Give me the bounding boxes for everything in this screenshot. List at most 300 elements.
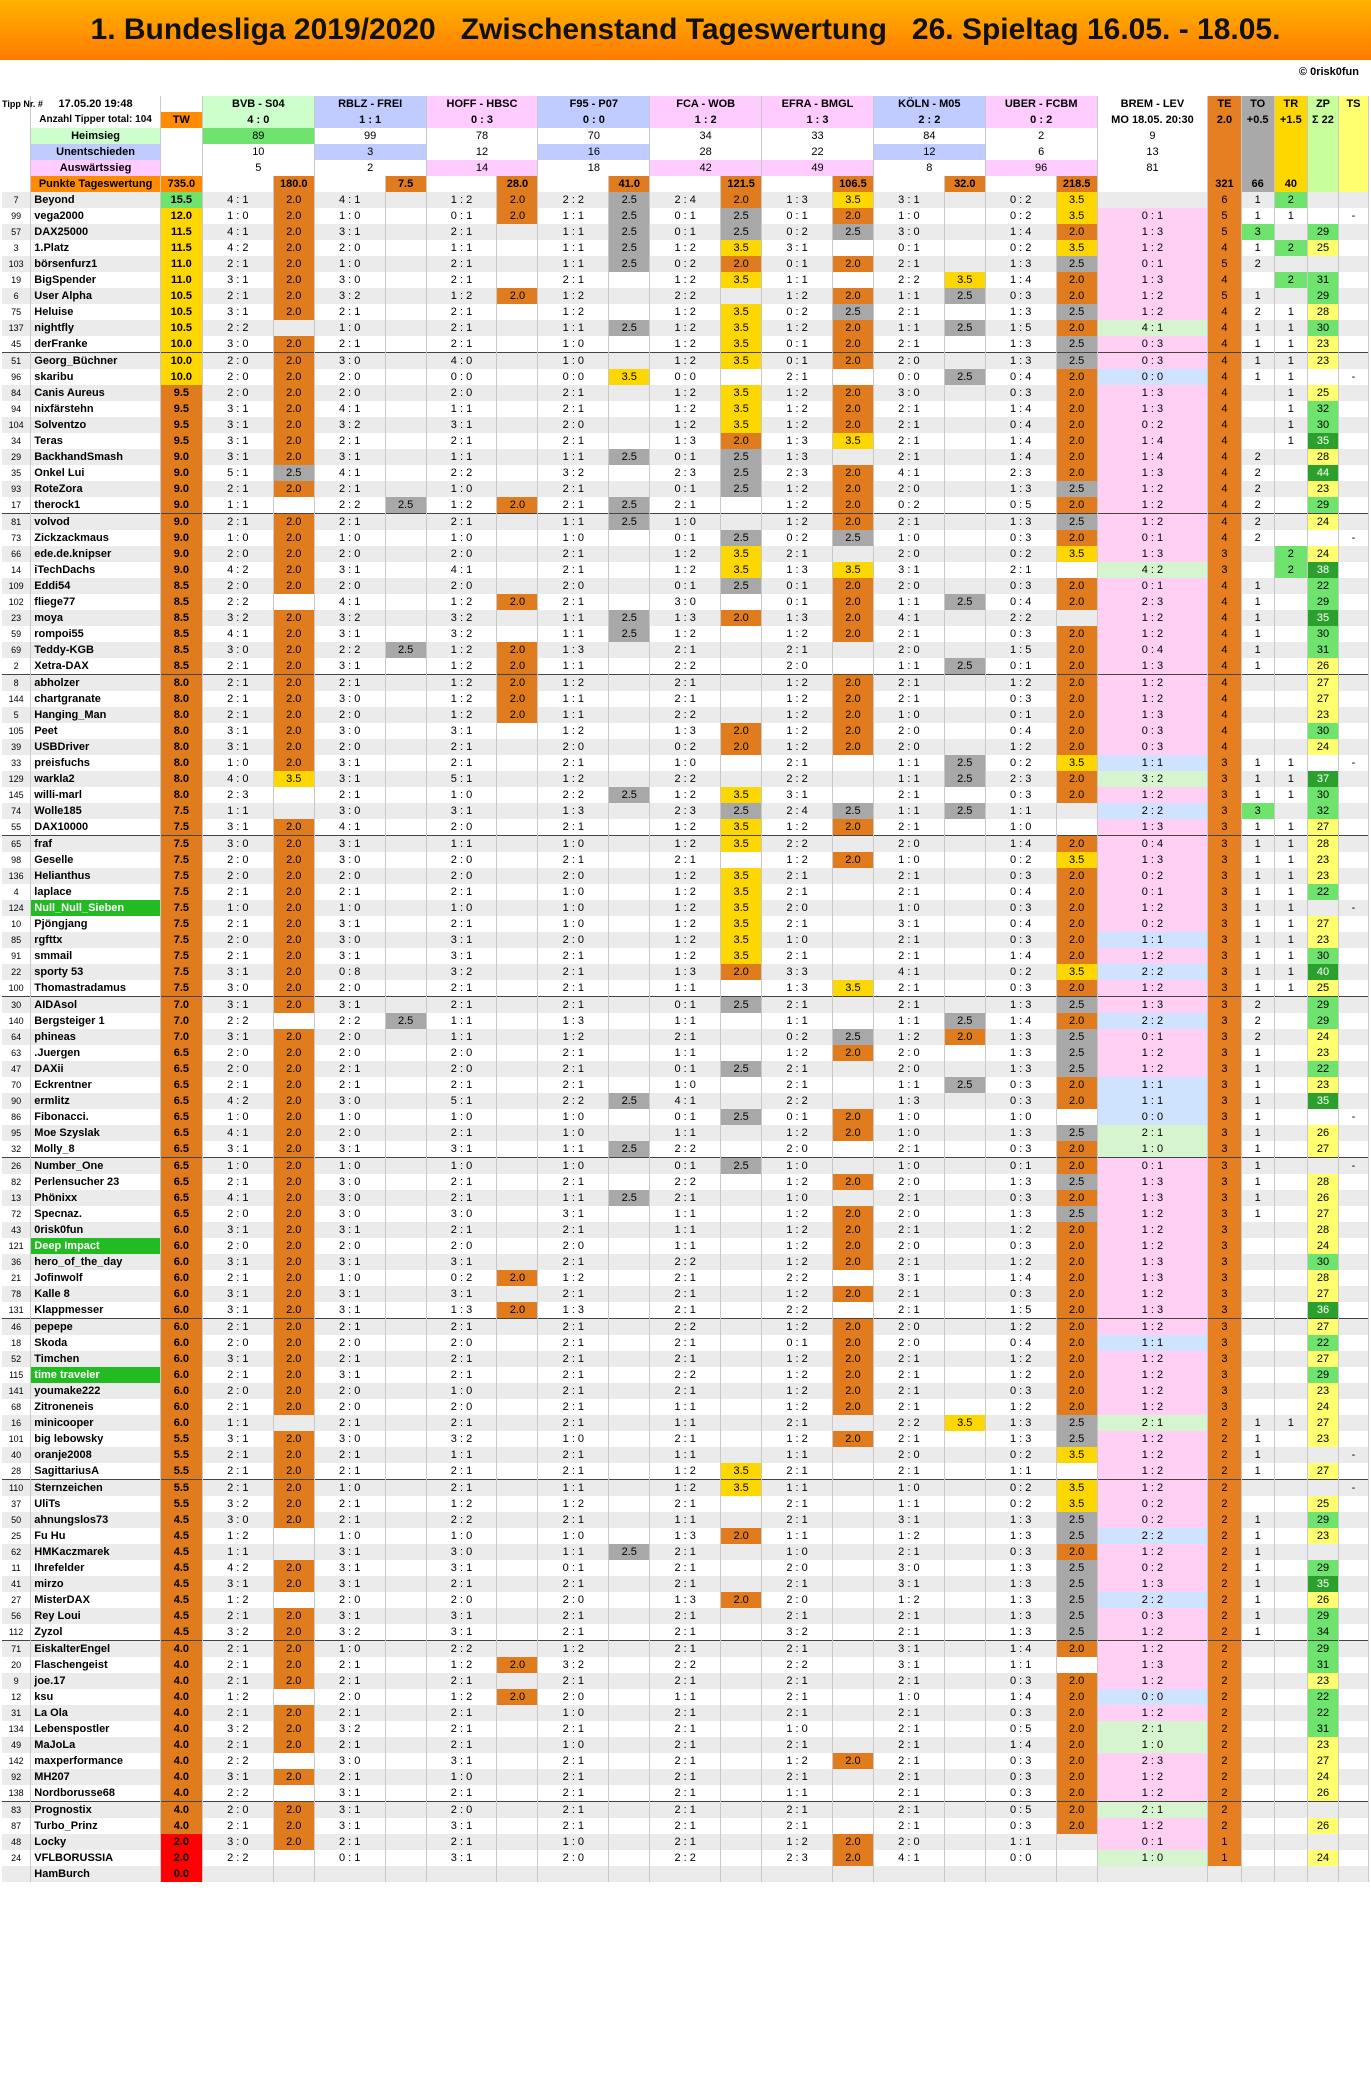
summe-tore: [1307, 1480, 1338, 1497]
points-match-8: 2.0: [1056, 1286, 1097, 1302]
tip-match-7: 2 : 1: [873, 1608, 944, 1624]
summe-tore: 24: [1307, 546, 1338, 562]
points-match-5: [721, 691, 762, 707]
points-match-5: 3.5: [721, 787, 762, 803]
auswaertssieg-match-4: 18: [538, 160, 650, 176]
tordifferenz-count: 1: [1241, 787, 1274, 803]
tip-match-6: 0 : 1: [762, 594, 833, 610]
tip-match-9: 1 : 1: [1097, 932, 1208, 948]
points-match-4: [609, 1254, 650, 1270]
tip-match-8: 1 : 2: [985, 1367, 1056, 1383]
tip-match-8: 0 : 4: [985, 884, 1056, 900]
points-match-3: [497, 1673, 538, 1689]
table-row: [2, 1447, 1369, 1463]
unentschieden-match-8: 6: [985, 144, 1097, 160]
tip-match-1: 1 : 2: [202, 1528, 273, 1544]
tagessieg: [1338, 1802, 1368, 1819]
tip-match-4: 2 : 1: [538, 980, 609, 997]
tendenz-count: 2: [1208, 1528, 1241, 1544]
tip-match-1: 2 : 0: [202, 1045, 273, 1061]
tip-match-2: 2 : 0: [314, 707, 385, 723]
tip-match-9: 1 : 2: [1097, 288, 1208, 304]
tip-match-4: 2 : 0: [538, 1592, 609, 1608]
tip-match-2: 1 : 0: [314, 1109, 385, 1125]
tip-match-3: 1 : 2: [426, 658, 497, 675]
table-row: [2, 1576, 1369, 1592]
tip-match-8: 1 : 5: [985, 1302, 1056, 1319]
tip-match-6: 1 : 0: [762, 1190, 833, 1206]
tordifferenz-count: [1241, 1351, 1274, 1367]
tendenz-count: 4: [1208, 320, 1241, 336]
tip-match-9: 1 : 3: [1097, 1576, 1208, 1592]
tagessieg: [1338, 192, 1368, 208]
tip-match-2: 3 : 1: [314, 1302, 385, 1319]
tipp-nr: 9: [2, 1673, 31, 1689]
tordifferenz-count: 2: [1241, 465, 1274, 481]
tordifferenz-count: 2: [1241, 1013, 1274, 1029]
summe-tore: 31: [1307, 272, 1338, 288]
tagessieg: [1338, 1238, 1368, 1254]
points-match-1: 2.0: [273, 626, 314, 642]
table-row: [2, 401, 1369, 417]
tagessieg: [1338, 1753, 1368, 1769]
points-match-6: [832, 916, 873, 932]
tip-match-6: 2 : 1: [762, 1496, 833, 1512]
points-match-5: 3.5: [721, 304, 762, 320]
tipp-nr: 30: [2, 997, 31, 1014]
tip-match-8: 1 : 2: [985, 1351, 1056, 1367]
tendenz-count: 2: [1208, 1785, 1241, 1802]
tip-match-9: 1 : 3: [1097, 1657, 1208, 1673]
tagessieg: [1338, 1818, 1368, 1834]
tipp-nr: 16: [2, 1415, 31, 1431]
tip-match-4: 1 : 1: [538, 1544, 609, 1560]
tip-match-4: 1 : 1: [538, 658, 609, 675]
summe-tore: 27: [1307, 691, 1338, 707]
tendenz-count: 4: [1208, 369, 1241, 385]
tip-match-5: 1 : 1: [650, 1045, 721, 1061]
points-match-8: 2.0: [1056, 530, 1097, 546]
tip-match-1: 2 : 1: [202, 1270, 273, 1286]
tipper-name: Skoda: [31, 1335, 161, 1351]
tendenz-count: 3: [1208, 1351, 1241, 1367]
tip-match-3: 1 : 2: [426, 675, 497, 692]
tip-match-4: 2 : 0: [538, 739, 609, 755]
points-match-1: 2.0: [273, 369, 314, 385]
points-match-8: [1056, 1866, 1097, 1882]
tip-match-4: 2 : 1: [538, 1254, 609, 1270]
table-row: [2, 1673, 1369, 1689]
tagessieg: [1338, 997, 1368, 1014]
treffer-count: 1: [1274, 417, 1307, 433]
summe-tore: 29: [1307, 594, 1338, 610]
points-match-3: [497, 916, 538, 932]
unentschieden-match-7: 12: [873, 144, 985, 160]
tip-match-6: 2 : 2: [762, 771, 833, 787]
points-match-7: [944, 1496, 985, 1512]
tendenz-count: 2: [1208, 1431, 1241, 1447]
table-row: [2, 1013, 1369, 1029]
tip-match-2: 1 : 0: [314, 1528, 385, 1544]
tip-match-6: 0 : 1: [762, 578, 833, 594]
tordifferenz-count: 1: [1241, 916, 1274, 932]
tendenz-count: 3: [1208, 980, 1241, 997]
tip-match-5: 1 : 2: [650, 932, 721, 948]
points-match-8: 2.0: [1056, 1319, 1097, 1336]
tip-match-6: 1 : 2: [762, 819, 833, 836]
points-match-8: 2.0: [1056, 465, 1097, 481]
tip-match-1: 1 : 0: [202, 530, 273, 546]
points-match-2: [385, 1045, 426, 1061]
tip-match-8: 1 : 3: [985, 256, 1056, 272]
points-match-4: 2.5: [609, 1544, 650, 1560]
tip-match-7: 3 : 0: [873, 1560, 944, 1576]
points-match-7: [944, 1608, 985, 1624]
points-match-3: [497, 1641, 538, 1658]
tip-match-9: [1097, 192, 1208, 208]
tagessieg: [1338, 691, 1368, 707]
points-match-8: 2.0: [1056, 1158, 1097, 1175]
tip-match-7: 2 : 0: [873, 481, 944, 497]
unentschieden-match-5: 28: [650, 144, 762, 160]
tip-match-6: 0 : 1: [762, 353, 833, 370]
points-match-6: [832, 1608, 873, 1624]
tip-match-8: 0 : 3: [985, 980, 1056, 997]
tipp-nr: 82: [2, 1174, 31, 1190]
tip-match-5: 0 : 1: [650, 1109, 721, 1125]
points-match-5: 2.0: [721, 256, 762, 272]
tip-match-1: 3 : 0: [202, 836, 273, 853]
tip-match-9: 1 : 2: [1097, 1447, 1208, 1463]
summe-tore: [1307, 755, 1338, 771]
points-match-2: [385, 1431, 426, 1447]
tip-match-5: 1 : 2: [650, 948, 721, 964]
points-match-5: [721, 1319, 762, 1336]
tagessieg: [1338, 868, 1368, 884]
tip-match-3: 2 : 0: [426, 868, 497, 884]
tip-match-3: 2 : 1: [426, 1415, 497, 1431]
tip-match-7: 2 : 0: [873, 1061, 944, 1077]
points-match-5: [721, 675, 762, 692]
tip-match-7: 4 : 1: [873, 610, 944, 626]
points-match-7: [944, 852, 985, 868]
tip-match-8: 1 : 3: [985, 1125, 1056, 1141]
tip-match-6: 2 : 1: [762, 1641, 833, 1658]
table-row: [2, 1415, 1369, 1431]
points-match-1: 2.0: [273, 530, 314, 546]
points-match-3: [497, 304, 538, 320]
tipp-nr: 66: [2, 546, 31, 562]
treffer-count: [1274, 1270, 1307, 1286]
points-match-4: [609, 1045, 650, 1061]
match-7-title: KÖLN - M05: [873, 96, 985, 112]
tip-match-5: 2 : 1: [650, 852, 721, 868]
tordifferenz-count: 1: [1241, 1109, 1274, 1125]
tageswertung-points: 6.0: [160, 1319, 202, 1336]
tipper-name: DAX10000: [31, 819, 161, 836]
table-row: [2, 1319, 1369, 1336]
tip-match-4: 2 : 1: [538, 1174, 609, 1190]
treffer-count: [1274, 1818, 1307, 1834]
points-match-7: [944, 1383, 985, 1399]
points-match-1: 2.0: [273, 1608, 314, 1624]
tip-match-3: 2 : 1: [426, 320, 497, 336]
tordifferenz-count: 1: [1241, 594, 1274, 610]
tip-match-4: 1 : 2: [538, 771, 609, 787]
tip-match-5: 2 : 1: [650, 1576, 721, 1592]
points-match-1: 2.0: [273, 755, 314, 771]
points-match-6: [832, 1061, 873, 1077]
tip-match-3: 1 : 1: [426, 1013, 497, 1029]
points-match-6: [832, 1737, 873, 1753]
points-match-8: [1056, 562, 1097, 578]
table-row: [2, 707, 1369, 723]
tageswertung-points: 6.0: [160, 1383, 202, 1399]
datetime: 17.05.20 19:48: [31, 96, 161, 112]
tip-match-6: 1 : 3: [762, 449, 833, 465]
points-match-1: [273, 1528, 314, 1544]
tip-match-6: 1 : 2: [762, 1834, 833, 1850]
tageswertung-points: 5.5: [160, 1480, 202, 1497]
points-match-3: [497, 353, 538, 370]
points-match-2: [385, 417, 426, 433]
tip-match-3: 2 : 0: [426, 1592, 497, 1608]
tordifferenz-count: 1: [1241, 819, 1274, 836]
points-match-5: [721, 1560, 762, 1576]
match-8-title: UBER - FCBM: [985, 96, 1097, 112]
tip-match-2: 2 : 2: [314, 497, 385, 514]
summe-tore: 22: [1307, 884, 1338, 900]
tageswertung-points: 4.0: [160, 1785, 202, 1802]
points-match-4: [609, 1528, 650, 1544]
tip-match-3: 2 : 0: [426, 1802, 497, 1819]
tendenz-count: 4: [1208, 481, 1241, 497]
points-match-3: [497, 369, 538, 385]
tip-match-6: 2 : 1: [762, 1077, 833, 1093]
points-match-4: [609, 1480, 650, 1497]
tagessieg: -: [1338, 1447, 1368, 1463]
points-match-6: 2.0: [832, 1286, 873, 1302]
tageswertung-points: 4.5: [160, 1608, 202, 1624]
points-match-5: [721, 1608, 762, 1624]
points-match-4: [609, 1206, 650, 1222]
tip-match-5: 2 : 2: [650, 1850, 721, 1866]
tordifferenz-count: 1: [1241, 868, 1274, 884]
summe-tore: 30: [1307, 626, 1338, 642]
points-match-7: [944, 1447, 985, 1463]
points-match-7: [944, 304, 985, 320]
tagessieg: [1338, 1576, 1368, 1592]
table-row: [2, 980, 1369, 997]
tip-match-1: 2 : 1: [202, 481, 273, 497]
tagessieg: [1338, 1463, 1368, 1480]
points-match-8: 2.5: [1056, 481, 1097, 497]
tageswertung-points: 6.0: [160, 1238, 202, 1254]
tipper-name: Rey Loui: [31, 1608, 161, 1624]
tordifferenz-count: [1241, 272, 1274, 288]
points-match-2: [385, 1415, 426, 1431]
summe-tore: 32: [1307, 803, 1338, 819]
tip-match-2: 3 : 1: [314, 658, 385, 675]
tagessieg: [1338, 723, 1368, 739]
tendenz-count: 4: [1208, 449, 1241, 465]
points-match-8: 2.0: [1056, 1737, 1097, 1753]
points-match-7: [944, 1641, 985, 1658]
tageswertung-points: 7.0: [160, 1029, 202, 1045]
table-row: [2, 1109, 1369, 1125]
tendenz-count: 4: [1208, 578, 1241, 594]
tagessieg: [1338, 304, 1368, 320]
tendenz-count: 3: [1208, 1158, 1241, 1175]
points-match-8: 2.5: [1056, 336, 1097, 353]
treffer-count: [1274, 465, 1307, 481]
tip-match-2: 2 : 1: [314, 1415, 385, 1431]
tip-match-8: 0 : 5: [985, 1721, 1056, 1737]
tip-match-1: 4 : 1: [202, 1190, 273, 1206]
auswaertssieg-match-9: 81: [1097, 160, 1208, 176]
tip-match-5: 0 : 1: [650, 208, 721, 224]
tendenz-count: 3: [1208, 1029, 1241, 1045]
tip-match-9: 1 : 3: [1097, 272, 1208, 288]
points-match-6: 2.0: [832, 514, 873, 531]
points-match-4: 2.5: [609, 320, 650, 336]
tip-match-9: 2 : 2: [1097, 1528, 1208, 1544]
summe-tore: 27: [1307, 1286, 1338, 1302]
points-match-6: 2.0: [832, 1383, 873, 1399]
tip-match-8: 0 : 3: [985, 1383, 1056, 1399]
points-match-5: [721, 1818, 762, 1834]
tip-match-7: 2 : 1: [873, 336, 944, 353]
tip-match-1: 3 : 1: [202, 272, 273, 288]
points-match-8: [1056, 1109, 1097, 1125]
tagessieg: [1338, 1850, 1368, 1866]
tip-match-1: 3 : 1: [202, 997, 273, 1014]
points-match-4: [609, 1431, 650, 1447]
match-2-title: RBLZ - FREI: [314, 96, 426, 112]
points-match-6: [832, 1077, 873, 1093]
heimsieg-match-8: 2: [985, 128, 1097, 144]
table-row: [2, 1367, 1369, 1383]
points-match-5: [721, 514, 762, 531]
tip-match-3: 3 : 1: [426, 1753, 497, 1769]
tipper-name: Pjöngjang: [31, 916, 161, 932]
tipper-name: Eckrentner: [31, 1077, 161, 1093]
summe-tore: 30: [1307, 1254, 1338, 1270]
points-match-6: 2.0: [832, 723, 873, 739]
points-match-2: [385, 658, 426, 675]
points-match-7: [944, 1286, 985, 1302]
tip-match-5: 1 : 0: [650, 755, 721, 771]
tip-match-9: 2 : 1: [1097, 1802, 1208, 1819]
tip-match-3: 2 : 1: [426, 1834, 497, 1850]
tip-match-3: 2 : 1: [426, 1737, 497, 1753]
points-match-2: [385, 626, 426, 642]
points-match-5: [721, 1077, 762, 1093]
tip-match-6: 0 : 2: [762, 224, 833, 240]
points-match-2: [385, 369, 426, 385]
points-match-1: 2.0: [273, 1560, 314, 1576]
points-match-6: [832, 771, 873, 787]
points-match-1: 2.0: [273, 868, 314, 884]
table-row: [2, 868, 1369, 884]
tip-match-2: 2 : 1: [314, 884, 385, 900]
treffer-count: 2: [1274, 240, 1307, 256]
tip-match-5: 4 : 1: [650, 1093, 721, 1109]
tip-match-7: 1 : 1: [873, 594, 944, 610]
points-match-1: 2.0: [273, 1254, 314, 1270]
points-match-2: [385, 1174, 426, 1190]
points-match-3: [497, 932, 538, 948]
summe-tore: 27: [1307, 1141, 1338, 1158]
treffer-count: [1274, 1834, 1307, 1850]
tip-match-1: 2 : 1: [202, 1608, 273, 1624]
tageswertung-points: 11.0: [160, 256, 202, 272]
points-match-1: 2.0: [273, 578, 314, 594]
tordifferenz-count: 1: [1241, 353, 1274, 370]
tipper-name: HMKaczmarek: [31, 1544, 161, 1560]
tageswertung-points: 6.5: [160, 1125, 202, 1141]
points-match-3: [497, 1399, 538, 1415]
points-match-7: 2.5: [944, 594, 985, 610]
points-match-8: 3.5: [1056, 1447, 1097, 1463]
table-row: [2, 514, 1369, 531]
title-banner: [0, 0, 1371, 60]
points-match-3: [497, 787, 538, 803]
points-match-8: [1056, 819, 1097, 836]
points-match-5: [721, 1367, 762, 1383]
tip-match-1: 3 : 1: [202, 1254, 273, 1270]
tip-match-9: 1 : 2: [1097, 1319, 1208, 1336]
tagessieg: [1338, 1415, 1368, 1431]
tordifferenz-count: 1: [1241, 1045, 1274, 1061]
tip-match-6: 1 : 2: [762, 626, 833, 642]
points-match-1: 2.0: [273, 1093, 314, 1109]
tip-match-7: 2 : 1: [873, 868, 944, 884]
tip-match-2: 2 : 0: [314, 1689, 385, 1705]
tendenz-count: 3: [1208, 562, 1241, 578]
tip-match-5: 1 : 0: [650, 1077, 721, 1093]
tip-match-1: 2 : 2: [202, 1753, 273, 1769]
points-match-6: [832, 1415, 873, 1431]
tip-match-5: 2 : 2: [650, 1254, 721, 1270]
tordifferenz-count: 1: [1241, 1190, 1274, 1206]
tip-match-9: 0 : 1: [1097, 884, 1208, 900]
heimsieg-match-2: 99: [314, 128, 426, 144]
tordifferenz-count: 1: [1241, 1447, 1274, 1463]
auswaertssieg-match-6: 49: [762, 160, 874, 176]
tordifferenz-count: [1241, 1480, 1274, 1497]
tip-match-8: 1 : 4: [985, 1270, 1056, 1286]
treffer-count: [1274, 1560, 1307, 1576]
tagessieg: [1338, 1077, 1368, 1093]
points-match-6: [832, 884, 873, 900]
summe-tore: 27: [1307, 675, 1338, 692]
tip-match-1: 2 : 1: [202, 916, 273, 932]
summe-tore: 28: [1307, 304, 1338, 320]
tageswertung-points: 4.5: [160, 1624, 202, 1641]
tip-match-8: 1 : 3: [985, 1174, 1056, 1190]
tip-match-3: 2 : 0: [426, 546, 497, 562]
tordifferenz-count: [1241, 1866, 1274, 1882]
points-match-3: 2.0: [497, 675, 538, 692]
points-match-4: [609, 1174, 650, 1190]
points-match-1: 2.5: [273, 465, 314, 481]
tipp-nr: 94: [2, 401, 31, 417]
tip-match-8: 0 : 2: [985, 546, 1056, 562]
tendenz-count: 3: [1208, 932, 1241, 948]
treffer-count: 2: [1274, 546, 1307, 562]
tip-match-1: 3 : 1: [202, 1141, 273, 1158]
